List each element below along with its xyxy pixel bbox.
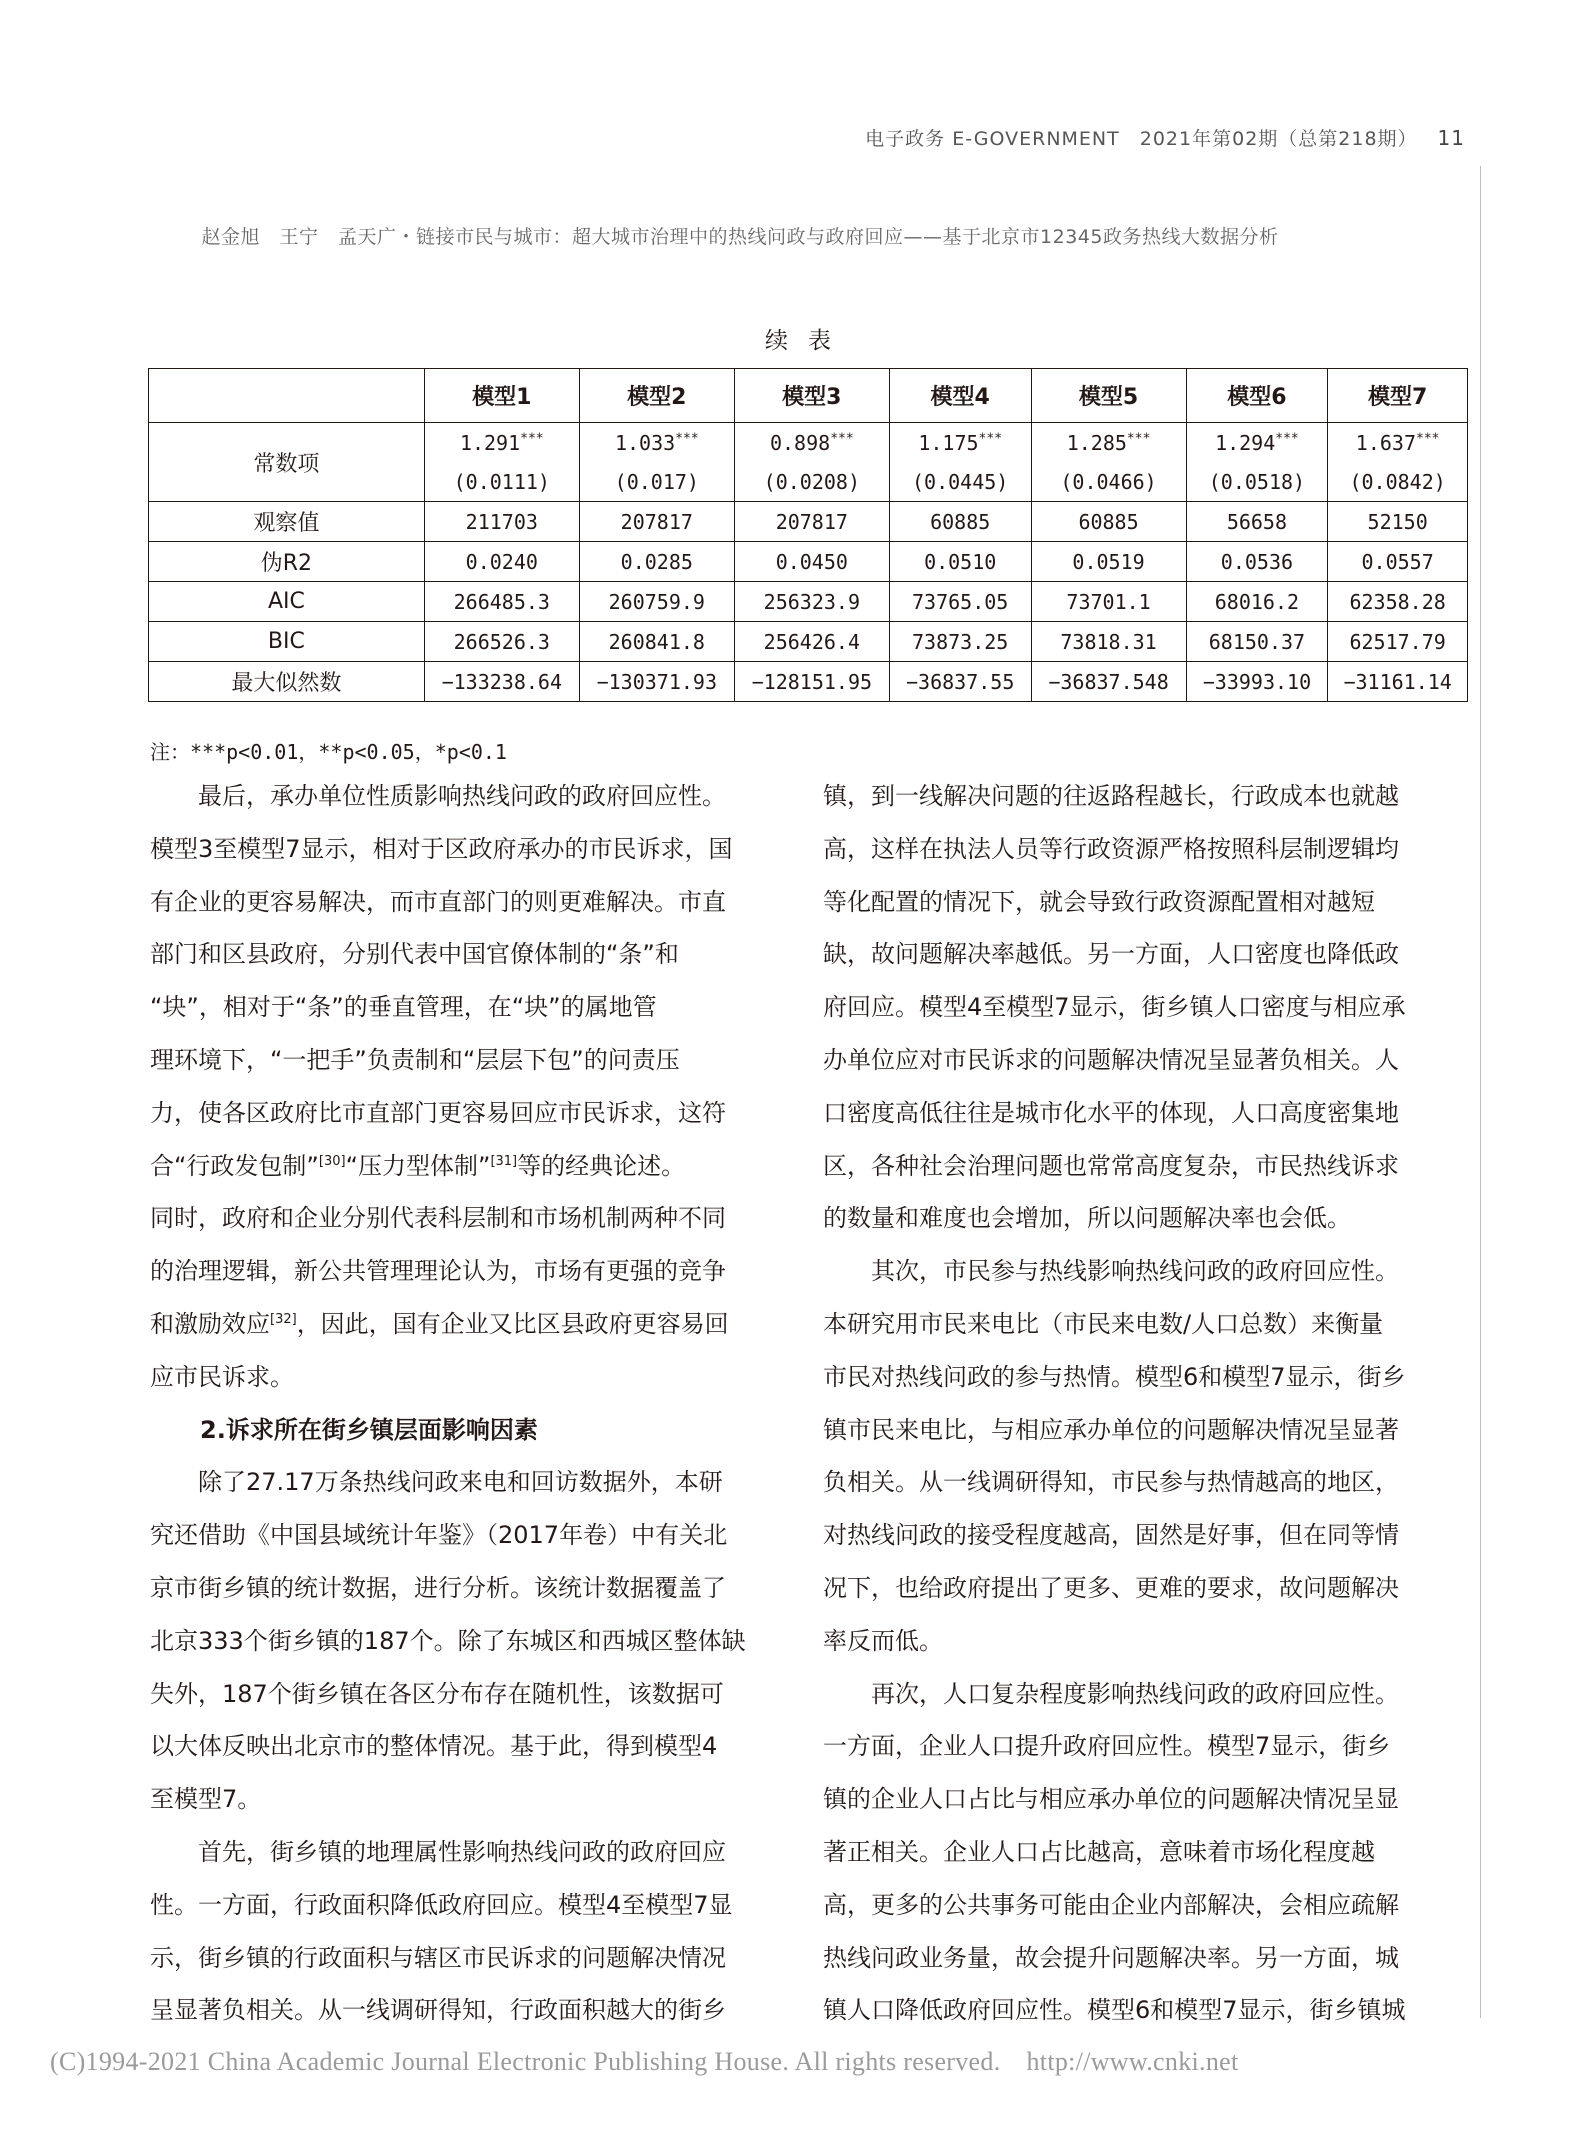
table-cell: 60885 [889, 502, 1031, 542]
table-cell: 62358.28 [1328, 582, 1468, 622]
column-header: 模型3 [734, 369, 889, 423]
table-cell: 73765.05 [889, 582, 1031, 622]
table-cell: 0.898*** [734, 423, 889, 463]
table-cell: 62517.79 [1328, 622, 1468, 662]
table-cell: −36837.548 [1031, 662, 1186, 702]
text-line: 京市街乡镇的统计数据，进行分析。该统计数据覆盖了 [150, 1573, 726, 1602]
table-cell: 0.0510 [889, 542, 1031, 582]
table-cell: 1.294*** [1186, 423, 1328, 463]
table-row [149, 542, 1468, 582]
table-cell: −130371.93 [579, 662, 734, 702]
text-line: 和激励效应[32]，因此，国有企业又比区县政府更容易回 [150, 1309, 729, 1338]
running-header [865, 124, 1465, 151]
table-cell: 56658 [1186, 502, 1328, 542]
table-cell: (0.0842) [1328, 462, 1468, 502]
text-line: 对热线问政的接受程度越高，固然是好事，但在同等情 [823, 1521, 1399, 1550]
table-cell: 207817 [734, 502, 889, 542]
text-line: 除了27.17万条热线问政来电和回访数据外，本研 [198, 1468, 723, 1497]
table-cell: −133238.64 [424, 662, 579, 702]
table-cell: 256426.4 [734, 622, 889, 662]
table-cell: 266485.3 [424, 582, 579, 622]
table-cell: (0.0445) [889, 462, 1031, 502]
table-row [149, 502, 1468, 542]
text-line: “块”，相对于“条”的垂直管理，在“块”的属地管 [150, 993, 657, 1022]
table-cell: −33993.10 [1186, 662, 1328, 702]
table-cell: 73873.25 [889, 622, 1031, 662]
row-label: 观察值 [149, 502, 425, 542]
table-cell: 260841.8 [579, 622, 734, 662]
table-cell: 1.637*** [1328, 423, 1468, 463]
text-line: 有企业的更容易解决，而市直部门的则更难解决。市直 [150, 887, 726, 916]
table-cell: 1.175*** [889, 423, 1031, 463]
footer-url: http://www.cnki.net [1026, 2047, 1239, 2076]
table-cell: −36837.55 [889, 662, 1031, 702]
table-cell: 207817 [579, 502, 734, 542]
text-line: 市民对热线问政的参与热情。模型6和模型7显示，街乡 [823, 1362, 1406, 1391]
column-header: 模型6 [1186, 369, 1328, 423]
table-cell: 211703 [424, 502, 579, 542]
section-heading [150, 1404, 790, 1457]
paragraph [823, 1668, 1463, 2038]
row-label: BIC [149, 622, 425, 662]
table-cell: 0.0240 [424, 542, 579, 582]
table-cell: (0.0466) [1031, 462, 1186, 502]
text-line: 呈显著负相关。从一线调研得知，行政面积越大的街乡 [150, 1996, 726, 2025]
column-header: 模型2 [579, 369, 734, 423]
text-line: 至模型7。 [150, 1785, 262, 1814]
copyright-footer [50, 2047, 1239, 2077]
text-line: 首先，街乡镇的地理属性影响热线问政的政府回应 [198, 1837, 726, 1866]
text-line: 口密度高低往往是城市化水平的体现，人口高度密集地 [823, 1098, 1399, 1127]
text-line: 理环境下，“一把手”负责制和“层层下包”的问责压 [150, 1045, 680, 1074]
table-cell: 0.0557 [1328, 542, 1468, 582]
table-row [149, 423, 1468, 463]
column-header: 模型5 [1031, 369, 1186, 423]
paragraph [150, 1456, 790, 1826]
table-note: 注：***p<0.01，**p<0.05，*p<0.1 [150, 740, 507, 764]
text-line: 况下，也给政府提出了更多、更难的要求，故问题解决 [823, 1573, 1399, 1602]
column-header: 模型4 [889, 369, 1031, 423]
text-line: 率反而低。 [823, 1626, 943, 1655]
table-caption: 续表 [765, 328, 851, 354]
text-line: 镇人口降低政府回应性。模型6和模型7显示，街乡镇城 [823, 1996, 1406, 2025]
text-line: 的治理逻辑，新公共管理理论认为，市场有更强的竞争 [150, 1257, 726, 1286]
text-line: 再次，人口复杂程度影响热线问政的政府回应性。 [871, 1679, 1399, 1708]
header-corner-cell [149, 369, 425, 423]
table-row [149, 662, 1468, 702]
table-cell: 73818.31 [1031, 622, 1186, 662]
table-cell: 1.033*** [579, 423, 734, 463]
text-line: 最后，承办单位性质影响热线问政的政府回应性。 [198, 782, 726, 810]
copyright-text: (C)1994-2021 China Academic Journal Electronic Publishing House. All rights reserved. [50, 2047, 1001, 2076]
table-cell: 73701.1 [1031, 582, 1186, 622]
text-line: 镇，到一线解决问题的往返路程越长，行政成本也就越 [823, 782, 1399, 810]
journal-info: 电子政务 E-GOVERNMENT 2021年第02期（总第218期） [865, 128, 1418, 150]
text-line: 区，各种社会治理问题也常常高度复杂，市民热线诉求 [823, 1151, 1399, 1180]
table-cell: 68016.2 [1186, 582, 1328, 622]
text-line: 其次，市民参与热线影响热线问政的政府回应性。 [871, 1257, 1399, 1286]
table-header-row [149, 369, 1468, 423]
table-cell: 60885 [1031, 502, 1186, 542]
text-line: 镇的企业人口占比与相应承办单位的问题解决情况呈显 [823, 1785, 1399, 1814]
table-cell: 1.291*** [424, 423, 579, 463]
table-cell: 68150.37 [1186, 622, 1328, 662]
text-line: 合“行政发包制”[30]“压力型体制”[31]等的经典论述。 [150, 1151, 686, 1180]
text-line: 的数量和难度也会增加，所以问题解决率也会低。 [823, 1204, 1351, 1233]
page-number: 11 [1437, 126, 1465, 150]
table-cell: 0.0285 [579, 542, 734, 582]
table-cell: (0.0208) [734, 462, 889, 502]
table-row [149, 582, 1468, 622]
article-running-title: 赵金旭 王宁 孟天广・链接市民与城市：超大城市治理中的热线问政与政府回应——基于北京市12345政务热线大数据分析 [201, 226, 1279, 248]
table-cell: (0.0518) [1186, 462, 1328, 502]
text-line: 失外，187个街乡镇在各区分布存在随机性，该数据可 [150, 1679, 724, 1708]
left-column [150, 770, 790, 2037]
text-line: 高，更多的公共事务可能由企业内部解决，会相应疏解 [823, 1890, 1399, 1919]
column-header: 模型7 [1328, 369, 1468, 423]
citation: [30] [318, 1153, 346, 1169]
text-line: 等化配置的情况下，就会导致行政资源配置相对越短 [823, 887, 1375, 916]
text-line: 应市民诉求。 [150, 1362, 294, 1391]
table-cell: 266526.3 [424, 622, 579, 662]
margin-rule [1480, 166, 1481, 2018]
text-line: 以大体反映出北京市的整体情况。基于此，得到模型4 [150, 1732, 718, 1761]
row-label: 伪R2 [149, 542, 425, 582]
table-cell: 256323.9 [734, 582, 889, 622]
paragraph [150, 1826, 790, 2037]
regression-table [148, 368, 1468, 702]
text-line: 热线问政业务量，故会提升问题解决率。另一方面，城 [823, 1943, 1399, 1972]
text-line: 示，街乡镇的行政面积与辖区市民诉求的问题解决情况 [150, 1943, 726, 1972]
table-cell: 0.0450 [734, 542, 889, 582]
table-cell: (0.017) [579, 462, 734, 502]
citation: [32] [270, 1311, 297, 1327]
text-line: 力，使各区政府比市直部门更容易回应市民诉求，这符 [150, 1098, 726, 1127]
table-cell: −31161.14 [1328, 662, 1468, 702]
text-line: 一方面，企业人口提升政府回应性。模型7显示，街乡 [823, 1732, 1391, 1761]
column-header: 模型1 [424, 369, 579, 423]
text-line: 办单位应对市民诉求的问题解决情况呈显著负相关。人 [823, 1045, 1399, 1074]
citation: [31] [490, 1153, 518, 1169]
table-cell: 1.285*** [1031, 423, 1186, 463]
table-cell: 52150 [1328, 502, 1468, 542]
row-label: AIC [149, 582, 425, 622]
text-line: 部门和区县政府，分别代表中国官僚体制的“条”和 [150, 940, 679, 969]
paragraph [150, 770, 790, 1404]
text-line: 负相关。从一线调研得知，市民参与热情越高的地区， [823, 1468, 1399, 1497]
text-line: 同时，政府和企业分别代表科层制和市场机制两种不同 [150, 1204, 726, 1233]
paragraph [823, 770, 1463, 1245]
table-row [149, 622, 1468, 662]
table-cell: 260759.9 [579, 582, 734, 622]
paragraph [823, 1245, 1463, 1667]
row-label: 常数项 [149, 423, 425, 502]
text-line: 著正相关。企业人口占比越高，意味着市场化程度越 [823, 1837, 1375, 1866]
text-line: 府回应。模型4至模型7显示，街乡镇人口密度与相应承 [823, 993, 1406, 1022]
text-line: 究还借助《中国县域统计年鉴》（2017年卷）中有关北 [150, 1521, 728, 1550]
text-line: 性。一方面，行政面积降低政府回应。模型4至模型7显 [150, 1890, 733, 1919]
table-cell: 0.0519 [1031, 542, 1186, 582]
text-line: 高，这样在执法人员等行政资源严格按照科层制逻辑均 [823, 834, 1399, 863]
text-line: 缺，故问题解决率越低。另一方面，人口密度也降低政 [823, 940, 1399, 969]
section-title: 2.诉求所在街乡镇层面影响因素 [200, 1415, 538, 1444]
table-cell: −128151.95 [734, 662, 889, 702]
row-label: 最大似然数 [149, 662, 425, 702]
text-line: 模型3至模型7显示，相对于区政府承办的市民诉求，国 [150, 834, 733, 863]
text-line: 本研究用市民来电比（市民来电数/人口总数）来衡量 [823, 1309, 1384, 1338]
table-cell: 0.0536 [1186, 542, 1328, 582]
text-line: 北京333个街乡镇的187个。除了东城区和西城区整体缺 [150, 1626, 746, 1655]
right-column [823, 770, 1463, 2037]
text-line: 镇市民来电比，与相应承办单位的问题解决情况呈显著 [823, 1415, 1399, 1444]
table-cell: (0.0111) [424, 462, 579, 502]
